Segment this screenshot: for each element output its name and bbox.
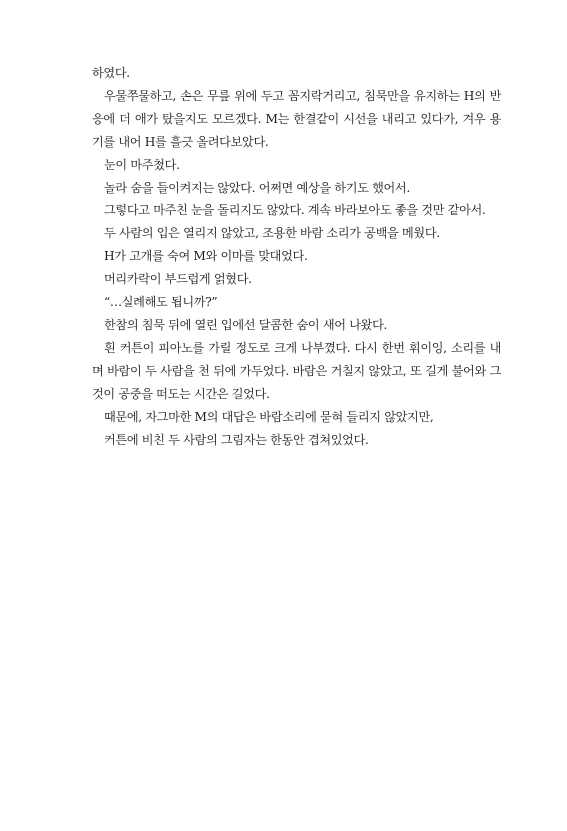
body-text [92, 62, 501, 451]
paragraph: 눈이 마주쳤다. [104, 157, 180, 172]
paragraph: 커튼에 비친 두 사람의 그림자는 한동안 겹쳐있었다. [104, 432, 369, 447]
paragraph: 두 사람의 입은 열리지 않았고, 조용한 바람 소리가 공백을 메웠다. [104, 226, 440, 241]
paragraph: 머리카락이 부드럽게 얽혔다. [104, 272, 252, 287]
paragraph: 한참의 침묵 뒤에 열린 입에선 달콤한 숨이 새어 나왔다. [104, 317, 388, 332]
paragraph: 때문에, 자그마한 M의 대답은 바람소리에 묻혀 들리지 않았지만, [104, 409, 434, 424]
paragraph: H가 고개를 숙여 M와 이마를 맞대었다. [104, 249, 308, 264]
paragraph: 그렇다고 마주친 눈을 돌리지도 않았다. 계속 바라보아도 좋을 것만 같아서. [104, 203, 486, 218]
paragraph: 놀라 숨을 들이켜지는 않았다. 어쩌면 예상을 하기도 했어서. [104, 180, 410, 195]
paragraph: 흰 커튼이 피아노를 가릴 정도로 크게 나부꼈다. 다시 한번 휘이잉, 소리를 내며 바람이 두 사람을 천 뒤에 가두었다. 바람은 거칠지 않았고, 또 길게 불어와 그것이 공중을 떠도는 시간은 길었다. [92, 340, 501, 401]
paragraph: 우물쭈물하고, 손은 무릎 위에 두고 꼼지락거리고, 침묵만을 유지하는 H의 반응에 더 애가 탔을지도 모르겠다. M는 한결같이 시선을 내리고 있다가, 겨우 용기를 내어 H를 흘긋 올려다보았다. [92, 88, 501, 149]
dialogue-line: “…실례해도 됩니까?” [104, 295, 218, 310]
paragraph-continuation: 하였다. [92, 66, 130, 80]
